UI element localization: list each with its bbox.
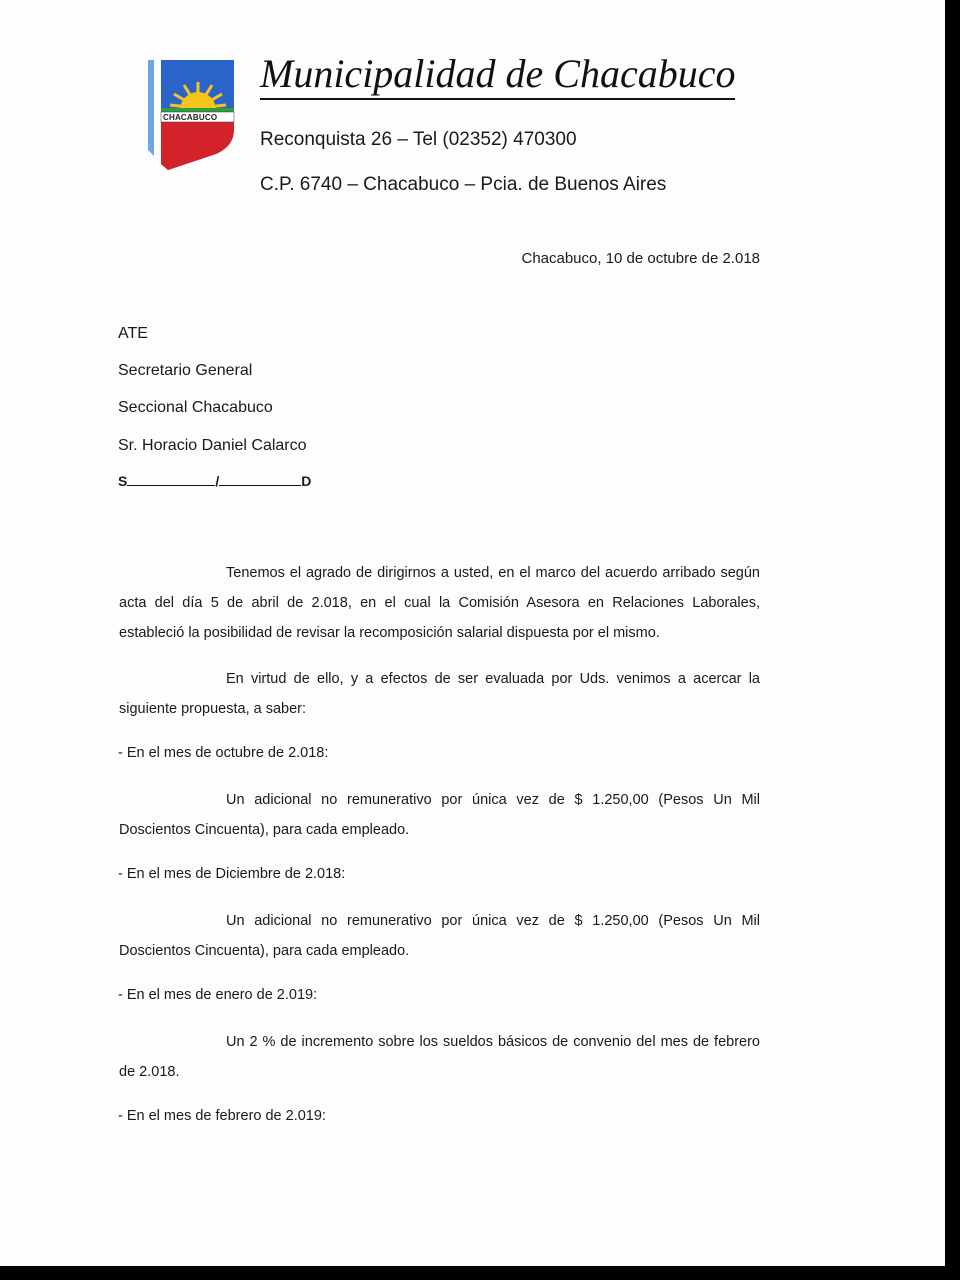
paragraph-intro: Tenemos el agrado de dirigirnos a usted, en el marco del acuerdo arribado según acta del día 5 de abril de 2.018, en el cual la Comisión Asesora en Relaciones Laborales, estableció la posibilidad de revisar la recomposición salarial dispuesta por el mismo. <box>119 565 760 641</box>
item-text-october: Un adicional no remunerativo por única vez de $ 1.250,00 (Pesos Un Mil Doscientos Cincuenta), para cada empleado. <box>119 792 760 838</box>
item-label-february: - En el mes de febrero de 2.019: <box>118 1108 326 1124</box>
recipient-branch: Seccional Chacabuco <box>118 399 273 416</box>
recipient-org: ATE <box>118 325 148 342</box>
item-label-january: - En el mes de enero de 2.019: <box>118 987 318 1003</box>
sd-s: S <box>118 473 128 489</box>
item-text-january: Un 2 % de incremento sobre los sueldos básicos de convenio del mes de febrero de 2.018. <box>119 1034 760 1080</box>
letterhead-city: C.P. 6740 – Chacabuco – Pcia. de Buenos Aires <box>260 174 667 195</box>
item-label-october: - En el mes de octubre de 2.018: <box>118 745 329 761</box>
letterhead-address: Reconquista 26 – Tel (02352) 470300 <box>260 129 577 150</box>
recipient-role: Secretario General <box>118 362 253 379</box>
letter-date: Chacabuco, 10 de octubre de 2.018 <box>521 250 760 267</box>
paragraph-proposal: En virtud de ello, y a efectos de ser evaluada por Uds. venimos a acercar la siguiente propuesta, a saber: <box>119 671 760 717</box>
sd-slash: / <box>215 473 220 489</box>
sd-d: D <box>301 473 312 489</box>
item-label-december: - En el mes de Diciembre de 2.018: <box>118 866 346 882</box>
letterhead-title: Municipalidad de Chacabuco <box>260 50 735 100</box>
item-text-december: Un adicional no remunerativo por única vez de $ 1.250,00 (Pesos Un Mil Doscientos Cincuenta), para cada empleado. <box>119 913 760 959</box>
logo-label: CHACABUCO <box>163 113 218 122</box>
recipient-name: Sr. Horacio Daniel Calarco <box>118 437 307 454</box>
salutation-sd <box>118 472 311 489</box>
